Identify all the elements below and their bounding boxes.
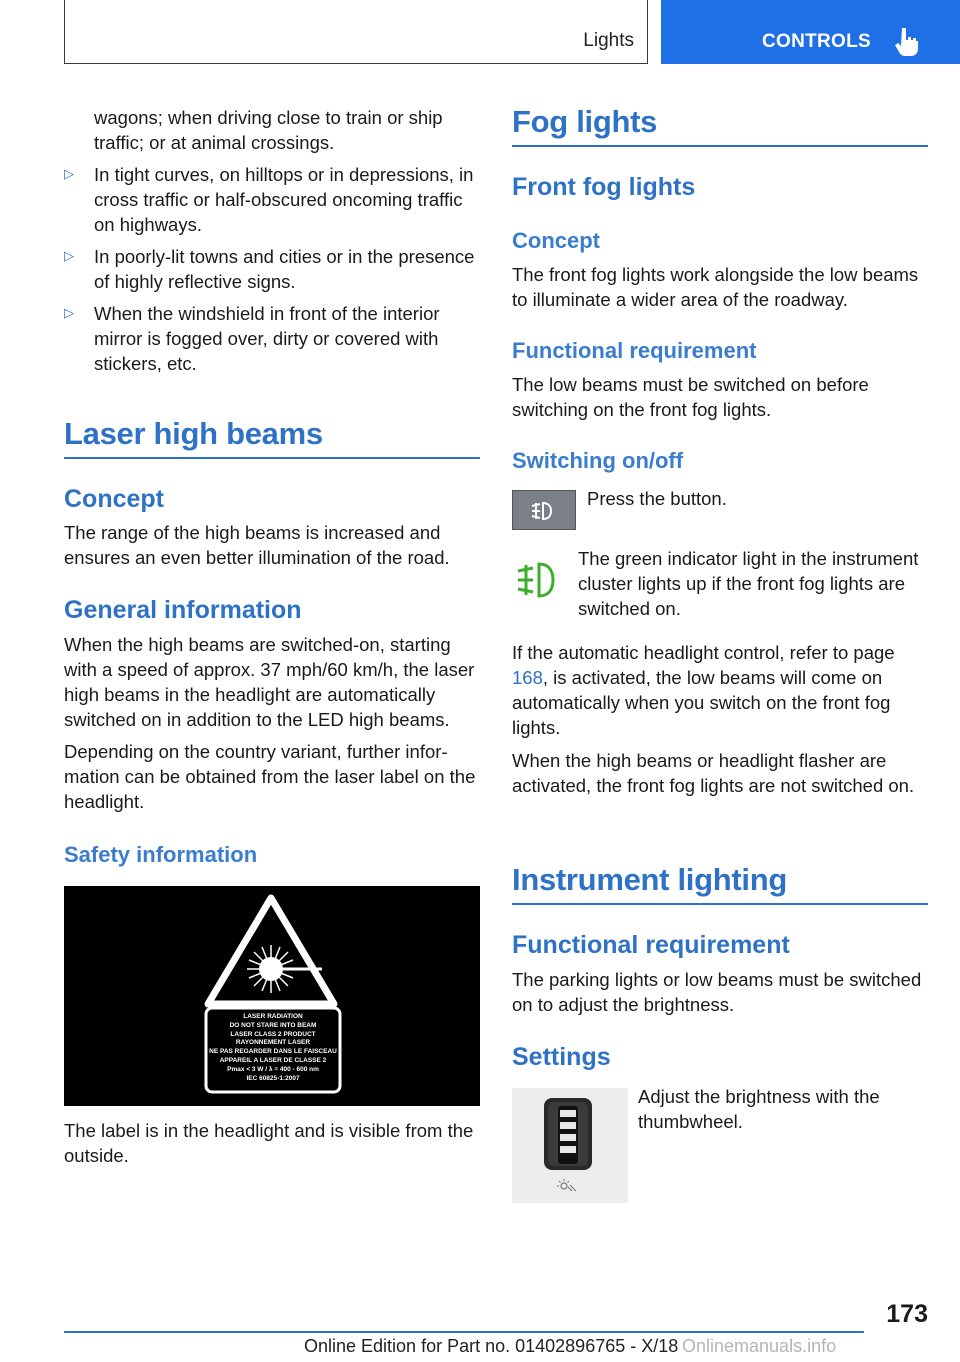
text-segment: If the automatic headlight control, refer to page — [512, 642, 895, 663]
pointing-hand-icon — [895, 26, 921, 56]
watermark: Onlinemanuals.info — [682, 1336, 837, 1356]
bullet-triangle-icon: ▷ — [64, 248, 74, 263]
header-frame — [64, 0, 648, 64]
text-segment: , is activated, the low beams will come on automatically when you switch on the front fog lights. — [512, 667, 891, 738]
heading-laser-high-beams: Laser high beams — [64, 416, 323, 451]
general-text-2: Depending on the country variant, further information can be obtained from the laser label on the headlight. — [64, 741, 476, 812]
laser-label-text — [208, 1013, 338, 1083]
thumbwheel-image — [512, 1088, 628, 1203]
indicator-text: The green indicator light in the instrument cluster lights up if the front fog lights are switched on. — [578, 548, 919, 619]
heading-safety-information: Safety information — [64, 842, 258, 867]
heading-functional-requirement: Functional requirement — [512, 338, 757, 363]
heading-concept: Concept — [512, 228, 600, 253]
bullet-triangle-icon: ▷ — [64, 305, 74, 320]
bullet-item — [64, 244, 480, 294]
heading-front-fog-lights: Front fog lights — [512, 173, 696, 201]
page-number: 173 — [886, 1300, 928, 1328]
bullet-text: In tight curves, on hilltops or in depressions, in cross traffic or half-obscured oncoming traffic on highways. — [94, 164, 474, 235]
instrument-functional-text: The parking lights or low beams must be switched on to adjust the brightness. — [512, 969, 922, 1015]
edition-text: Online Edition for Part no. 01402896765 - X/18 — [304, 1336, 679, 1356]
front-fog-light-icon — [513, 491, 577, 531]
label-line: NE PAS REGARDER DANS LE FAISCEAU — [209, 1048, 337, 1056]
label-line: DO NOT STARE INTO BEAM — [229, 1021, 317, 1029]
high-beam-text: When the high beams or headlight flasher are activated, the front fog lights are not switched on. — [512, 750, 915, 796]
heading-fog-lights: Fog lights — [512, 104, 658, 139]
press-button-text: Press the button. — [587, 488, 727, 509]
fog-light-button-image — [512, 490, 576, 530]
heading-general-information: General information — [64, 596, 302, 624]
page-link[interactable]: 168 — [512, 667, 543, 688]
section-title: Lights — [583, 30, 634, 51]
heading-settings: Settings — [512, 1043, 611, 1071]
heading-switching: Switching on/off — [512, 448, 684, 473]
bullet-triangle-icon: ▷ — [64, 166, 74, 181]
label-caption: The label is in the headlight and is visible from the outside. — [64, 1120, 474, 1166]
label-line: LASER RADIATION — [243, 1013, 303, 1020]
concept-text: The range of the high beams is increased and ensures an even better illumination of the road. — [64, 522, 450, 568]
functional-text: The low beams must be switched on before switching on the front fog lights. — [512, 374, 869, 420]
heading-rule — [64, 457, 480, 459]
label-line: IEC 60825-1:2007 — [246, 1074, 300, 1082]
label-line: RAYONNEMENT LASER — [235, 1039, 311, 1047]
settings-text: Adjust the brightness with the thumbwheel. — [638, 1086, 880, 1132]
label-line: LASER CLASS 2 PRODUCT — [230, 1030, 316, 1038]
footer-rule — [64, 1331, 864, 1333]
label-line: Pmax < 3 W / λ = 400 - 600 nm — [227, 1065, 319, 1073]
green-fog-light-indicator-icon — [512, 558, 564, 602]
heading-instrument-lighting: Instrument lighting — [512, 862, 787, 897]
bullet-continuation: wagons; when driving close to train or ship traffic; or at animal crossings. — [94, 107, 443, 153]
thumbwheel-icon — [512, 1088, 628, 1203]
controls-tab[interactable] — [661, 0, 960, 64]
heading-rule — [512, 903, 928, 905]
heading-functional-requirement: Functional requirement — [512, 931, 790, 959]
bullet-text: When the windshield in front of the interior mirror is fogged over, dirty or covered with stickers, etc. — [94, 303, 440, 374]
concept-text: The front fog lights work alongside the low beams to illuminate a wider area of the roadway. — [512, 264, 919, 310]
automatic-headlight-text — [512, 640, 928, 740]
general-text-1: When the high beams are switched-on, starting with a speed of approx. 37 mph/60 km/h, the laser high beams in the headlight are automatically switched on in addition to the LED high beams. — [64, 634, 475, 730]
bullet-item — [64, 301, 480, 376]
bullet-text: In poorly-lit towns and cities or in the presence of highly reflective signs. — [94, 246, 475, 292]
controls-tab-label: CONTROLS — [762, 31, 872, 52]
heading-rule — [512, 145, 928, 147]
laser-warning-label-image — [64, 886, 480, 1106]
bullet-item — [64, 162, 480, 237]
heading-concept: Concept — [64, 485, 164, 513]
label-line: APPAREIL A LASER DE CLASSE 2 — [219, 1056, 327, 1064]
